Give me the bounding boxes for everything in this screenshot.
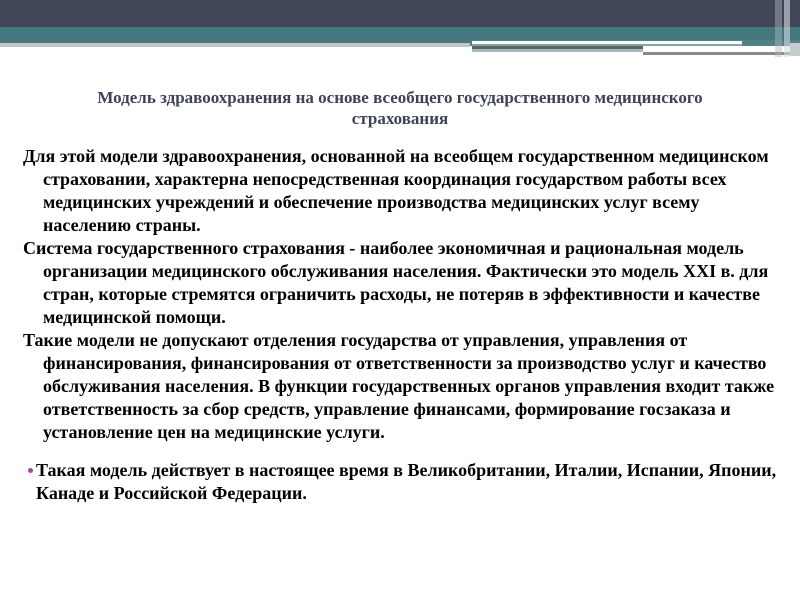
header-teal-bar — [0, 27, 800, 40]
body-paragraph-3: Такие модели не допускают отделения государства от управления, управления от финансирования, финансирования от ответственности за производство услуг и качество обслуживания населения. В функции государственных органов управления входит также ответственность за сбор средств, управление финансами, формирование госзаказа и установление цен на медицинские услуги. — [23, 330, 775, 442]
bullet-list — [0, 459, 786, 505]
header-light-gray-line — [0, 43, 470, 47]
slide-title: Модель здравоохранения на основе всеобщего государственного медицинского страхования — [97, 88, 703, 128]
bullet-list-item — [0, 459, 786, 505]
bullet-dot-icon — [28, 468, 33, 473]
header-vertical-strip — [775, 0, 782, 57]
slide-body — [0, 145, 786, 505]
header-light-teal-band — [472, 49, 643, 53]
bullet-text: Такая модель действует в настоящее время в Великобритании, Италии, Испании, Японии, Канаде и Российской Федерации. — [36, 460, 777, 503]
body-paragraph-1: Для этой модели здравоохранения, основанной на всеобщем государственном медицинском страховании, характерна непосредственная координация государством работы всех медицинских учреждений и обеспечение производства медицинских услуг всему населению страны. — [23, 146, 769, 235]
header-navy-bar — [0, 0, 800, 27]
body-paragraph-2: Система государственного страхования - наиболее экономичная и рациональная модель организации медицинского обслуживания населения. Фактически это модель XXI в. для стран, которые стремятся ограничить расходы, не потеряв в эффективности и качестве медицинской помощи. — [23, 238, 769, 327]
header-corner-block — [790, 43, 800, 56]
